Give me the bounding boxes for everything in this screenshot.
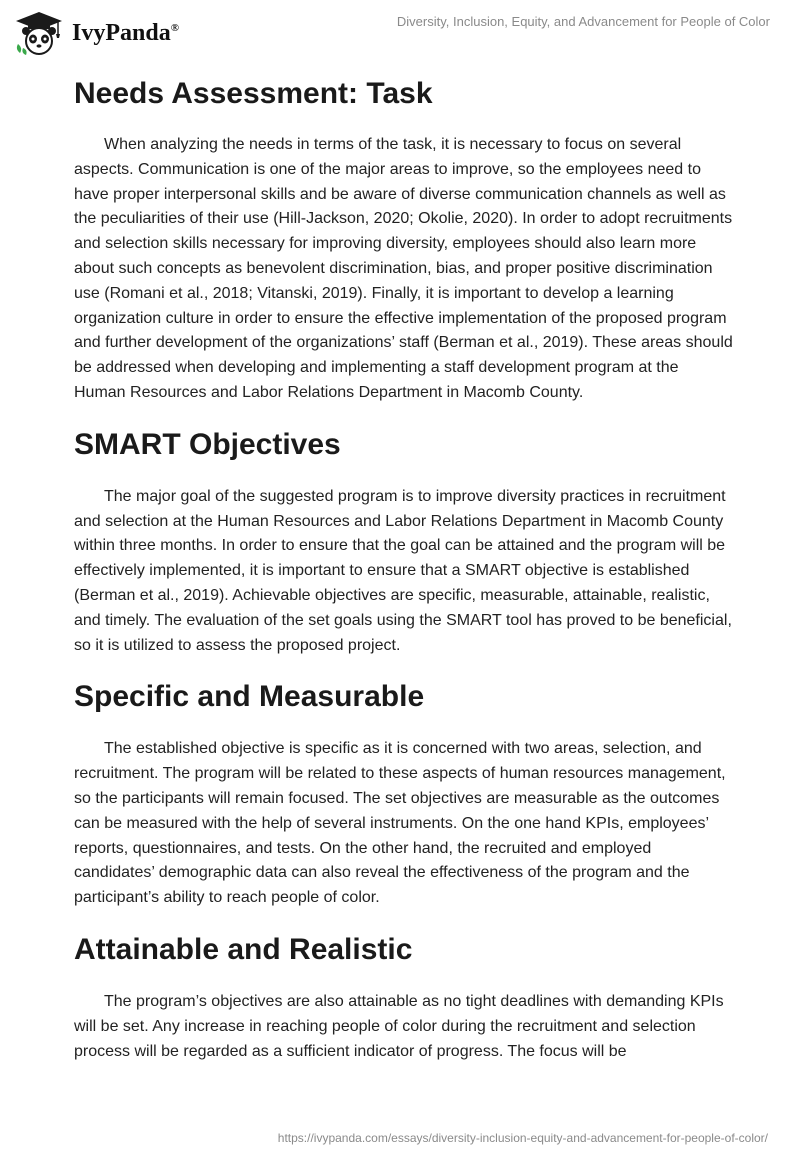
registered-mark: ® <box>170 21 179 34</box>
section-paragraph: The established objective is specific as it is concerned with two areas, selection, and recruitment. The program will be related to these aspects of human resources management, so the participants will remain focused. The set objectives are measurable as the outcomes can be measured with the help of several instruments. On the one hand KPIs, employees’ reports, questionnaires, and tests. On the other hand, the recruited and employed candidates’ demographic data can also reveal the effectiveness of the program and the participant’s ability to reach people of color. <box>74 740 726 907</box>
section-heading: Needs Assessment: Task <box>74 77 433 110</box>
section-paragraph: The program’s objectives are also attainable as no tight deadlines with demanding KPIs will be set. Any increase in reaching people of color during the recruitment and selection process will be regarded as a sufficient indicator of progress. The focus will be <box>74 992 724 1060</box>
section-heading: Attainable and Realistic <box>74 932 413 966</box>
section-heading: SMART Objectives <box>74 427 341 461</box>
section-attainable-realistic <box>74 930 734 1064</box>
source-url-link[interactable]: https://ivypanda.com/essays/diversity-inclusion-equity-and-advancement-for-people-of-color/ <box>277 1131 768 1145</box>
section-heading: Specific and Measurable <box>74 680 425 714</box>
essay-content <box>74 70 734 1064</box>
section-needs-assessment <box>74 74 734 406</box>
ivypanda-logo[interactable] <box>14 10 179 56</box>
brand-name: IvyPanda® <box>72 19 179 46</box>
panda-graduate-icon <box>14 10 64 56</box>
section-paragraph: The major goal of the suggested program is to improve diversity practices in recruitment and selection at the Human Resources and Labor Relations Department in Macomb County within three months. In order to ensure that the goal can be attained and the program will be effectively implemented, it is important to ensure that a SMART objective is established (Berman et al., 2019). Achievable objectives are specific, measurable, attainable, realistic, and timely. The evaluation of the set goals using the SMART tool has proved to be beneficial, so it is utilized to assess the proposed project. <box>74 487 732 654</box>
section-paragraph: When analyzing the needs in terms of the task, it is necessary to focus on several aspects. Communication is one of the major areas to improve, so the employees need to have proper interpersonal skills and be aware of diverse communication channels as well as the peculiarities of their use (Hill-Jackson, 2020; Okolie, 2020). In order to adopt recruitments and selection skills necessary for improving diversity, employees should also learn more about such concepts as benevolent discrimination, bias, and proper positive discrimination use (Romani et al., 2018; Vitanski, 2019). Finally, it is important to develop a learning organization culture in order to ensure the effective implementation of the proposed program and further development of the organizations’ staff (Berman et al., 2019). These areas should be addressed when developing and implementing a staff development program at the Human Resources and Labor Relations Department in Macomb County. <box>74 136 733 401</box>
section-specific-measurable <box>74 677 734 911</box>
page-header <box>0 0 800 64</box>
document-title: Diversity, Inclusion, Equity, and Advancement for People of Color <box>396 14 770 29</box>
section-smart-objectives <box>74 425 734 659</box>
